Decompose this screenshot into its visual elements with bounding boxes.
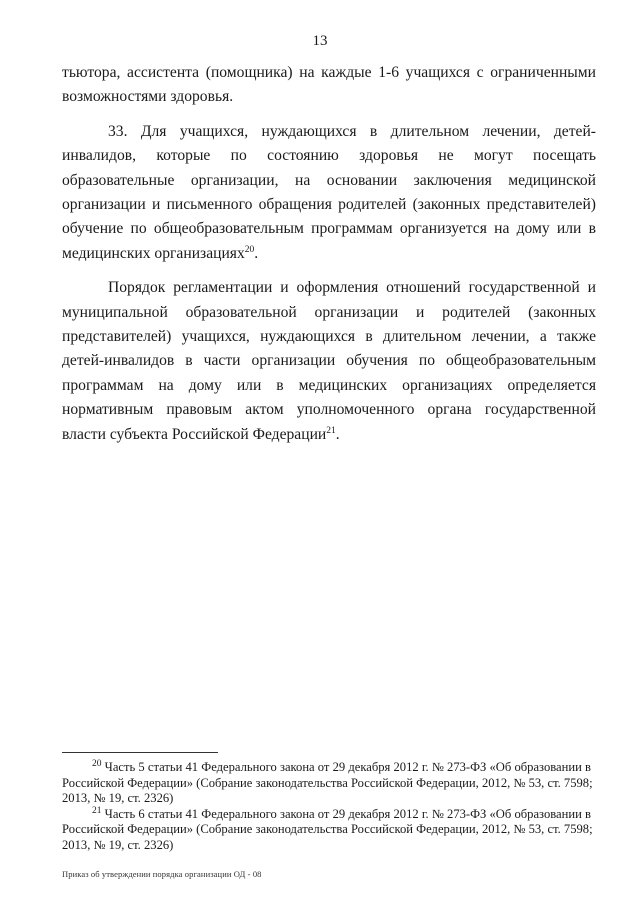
paragraph-continuation: тьютора, ассистента (помощника) на каждые 1-6 учащихся с ограниченными возможностями здоровья.: [62, 64, 596, 106]
paragraph-regulation: Порядок регламентации и оформления отношений государственной и муниципальной образовательной организации и родителей (законных представителей) учащихся, нуждающихся в длительном лечении, а также детей-инвалидов в части организации обучения по общеобразовательным программам на дому или в медицинских организациях определяется нормативным правовым актом уполномоченного органа государственной власти субъекта Российской Федерации$^{21}$.: [62, 279, 596, 443]
footnote-21: $^{21}$ Часть 6 статьи 41 Федерального закона от 29 декабря 2012 г. № 273-ФЗ «Об образовании в Российской Федерации» (Собрание законодательства Российской Федерации, 2012, № 53, ст. 7598; 2013, № 19, ст. 2326): [62, 805, 593, 852]
footnote-mark: 20: [92, 758, 102, 769]
footnote-ref-20[interactable]: 20: [244, 244, 255, 255]
footnote-20: $^{20}$ Часть 5 статьи 41 Федерального закона от 29 декабря 2012 г. № 273-ФЗ «Об образовании в Российской Федерации» (Собрание законодательства Российской Федерации, 2012, № 53, ст. 7598; 2013, № 19, ст. 2326): [62, 758, 593, 805]
footnotes: [62, 760, 612, 853]
footnote-ref-21[interactable]: 21: [326, 425, 336, 436]
footnote-mark: 21: [92, 805, 102, 816]
document-body: [62, 61, 596, 447]
footnote-divider: [62, 752, 218, 753]
page-footer: Приказ об утверждении порядка организации ОД - 08: [62, 869, 262, 879]
page-number: 13: [312, 33, 328, 49]
paragraph-33: 33. Для учащихся, нуждающихся в длительном лечении, детей-инвалидов, которые по состоянию здоровья не могут посещать образовательные организации, на основании заключения медицинской организации и письменного обращения родителей (законных представителей) обучение по общеобразовательным программам организуется на дому или в медицинских организациях$^{20}$.: [62, 122, 596, 262]
